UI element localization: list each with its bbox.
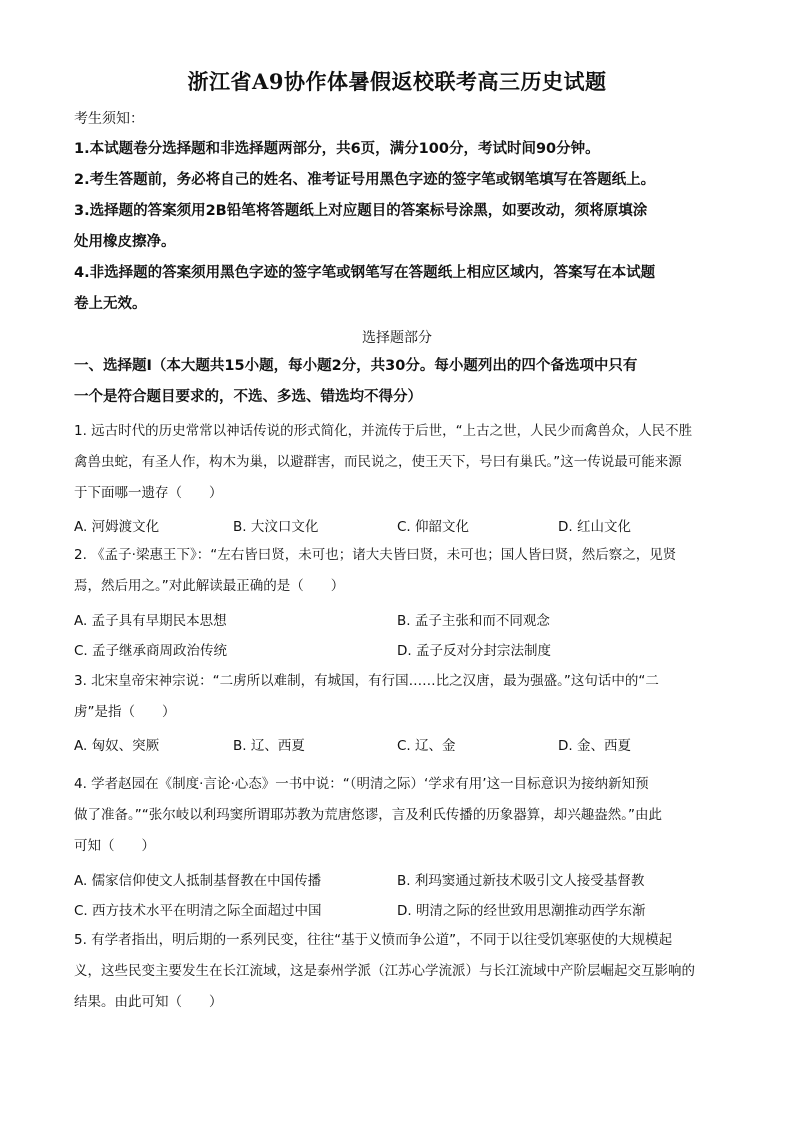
option-c: C. 辽、金: [397, 738, 456, 754]
part-line: 一个是符合题目要求的，不选、多选、错选均不得分）: [74, 389, 422, 405]
option-d: D. 明清之际的经世致用思潮推动西学东渐: [397, 903, 646, 919]
option-b: B. 大汶口文化: [233, 519, 319, 535]
notice-item: 4.非选择题的答案须用黑色字迹的签字笔或钢笔写在答题纸上相应区域内，答案写在本试题: [74, 265, 656, 281]
notice-item: 2.考生答题前，务必将自己的姓名、准考证号用黑色字迹的签字笔或钢笔填写在答题纸上。: [74, 172, 656, 188]
question-line: 做了准备。”“张尔岐以利玛窦所谓耶苏教为荒唐悠谬，言及利氏传播的历象器算，却兴趣盎然。”由此: [74, 807, 662, 823]
question-line: 结果。由此可知（ ）: [74, 994, 223, 1010]
option-b: B. 利玛窦通过新技术吸引文人接受基督教: [397, 873, 645, 889]
option-b: B. 孟子主张和而不同观念: [397, 613, 550, 629]
question-line: 义，这些民变主要发生在长江流域，这是泰州学派（江苏心学流派）与长江流域中产阶层崛起交互影响的: [74, 963, 695, 979]
question-5: [74, 925, 724, 1018]
question-3: [74, 666, 724, 728]
question-line: 3. 北宋皇帝宋神宗说：“二虏所以难制，有城国，有行国……比之汉唐，最为强盛。”这句话中的“二: [74, 673, 659, 689]
notice-list: [74, 134, 724, 320]
option-a: A. 匈奴、突厥: [74, 738, 160, 754]
question-1: [74, 416, 724, 509]
option-d: D. 金、西夏: [558, 738, 631, 754]
question-line: 焉，然后用之。”对此解读最正确的是（ ）: [74, 578, 345, 594]
option-d: D. 孟子反对分封宗法制度: [397, 643, 551, 659]
notice-item: 卷上无效。: [74, 296, 147, 312]
option-a: A. 孟子具有早期民本思想: [74, 613, 227, 629]
part-instructions: [74, 351, 724, 413]
option-c: C. 仰韶文化: [397, 519, 470, 535]
page-title: 浙江省A9协作体暑假返校联考高三历史试题: [187, 69, 607, 94]
notice-item: 处用橡皮擦净。: [74, 234, 176, 250]
option-c: C. 孟子继承商周政治传统: [74, 643, 228, 659]
question-line: 2. 《孟子·梁惠王下》：“左右皆曰贤，未可也；诸大夫皆曰贤，未可也；国人皆曰贤，然后察之，见贤: [74, 547, 677, 563]
notice-item: 3.选择题的答案须用2B铅笔将答题纸上对应题目的答案标号涂黑，如要改动，须将原填涂: [74, 203, 648, 219]
notice-heading: 考生须知：: [74, 111, 144, 127]
section-title: 选择题部分: [362, 330, 432, 346]
question-line: 可知（ ）: [74, 838, 155, 854]
option-a: A. 河姆渡文化: [74, 519, 160, 535]
question-2: [74, 540, 724, 602]
option-d: D. 红山文化: [558, 519, 631, 535]
question-line: 于下面哪一遗存（ ）: [74, 485, 223, 501]
option-c: C. 西方技术水平在明清之际全面超过中国: [74, 903, 322, 919]
part-line: 一、选择题Ⅰ（本大题共15小题，每小题2分，共30分。每小题列出的四个备选项中只有: [74, 358, 638, 374]
question-line: 禽兽虫蛇，有圣人作，构木为巢，以避群害，而民说之，使王天下，号曰有巢氏。”这一传说最可能来源: [74, 454, 682, 470]
question-line: 5. 有学者指出，明后期的一系列民变，往往“基于义愤而争公道”，不同于以往受饥寒驱使的大规模起: [74, 932, 673, 948]
question-line: 虏”是指（ ）: [74, 704, 176, 720]
option-a: A. 儒家信仰使文人抵制基督教在中国传播: [74, 873, 322, 889]
option-b: B. 辽、西夏: [233, 738, 305, 754]
question-line: 4. 学者赵园在《制度·言论·心态》一书中说：“（明清之际）‘学求有用’这一目标意识为接纳新知预: [74, 776, 649, 792]
notice-item: 1.本试题卷分选择题和非选择题两部分，共6页，满分100分，考试时间90分钟。: [74, 141, 600, 157]
question-4: [74, 769, 724, 862]
question-line: 1. 远古时代的历史常常以神话传说的形式简化，并流传于后世，“上古之世，人民少而禽兽众，人民不胜: [74, 423, 693, 439]
